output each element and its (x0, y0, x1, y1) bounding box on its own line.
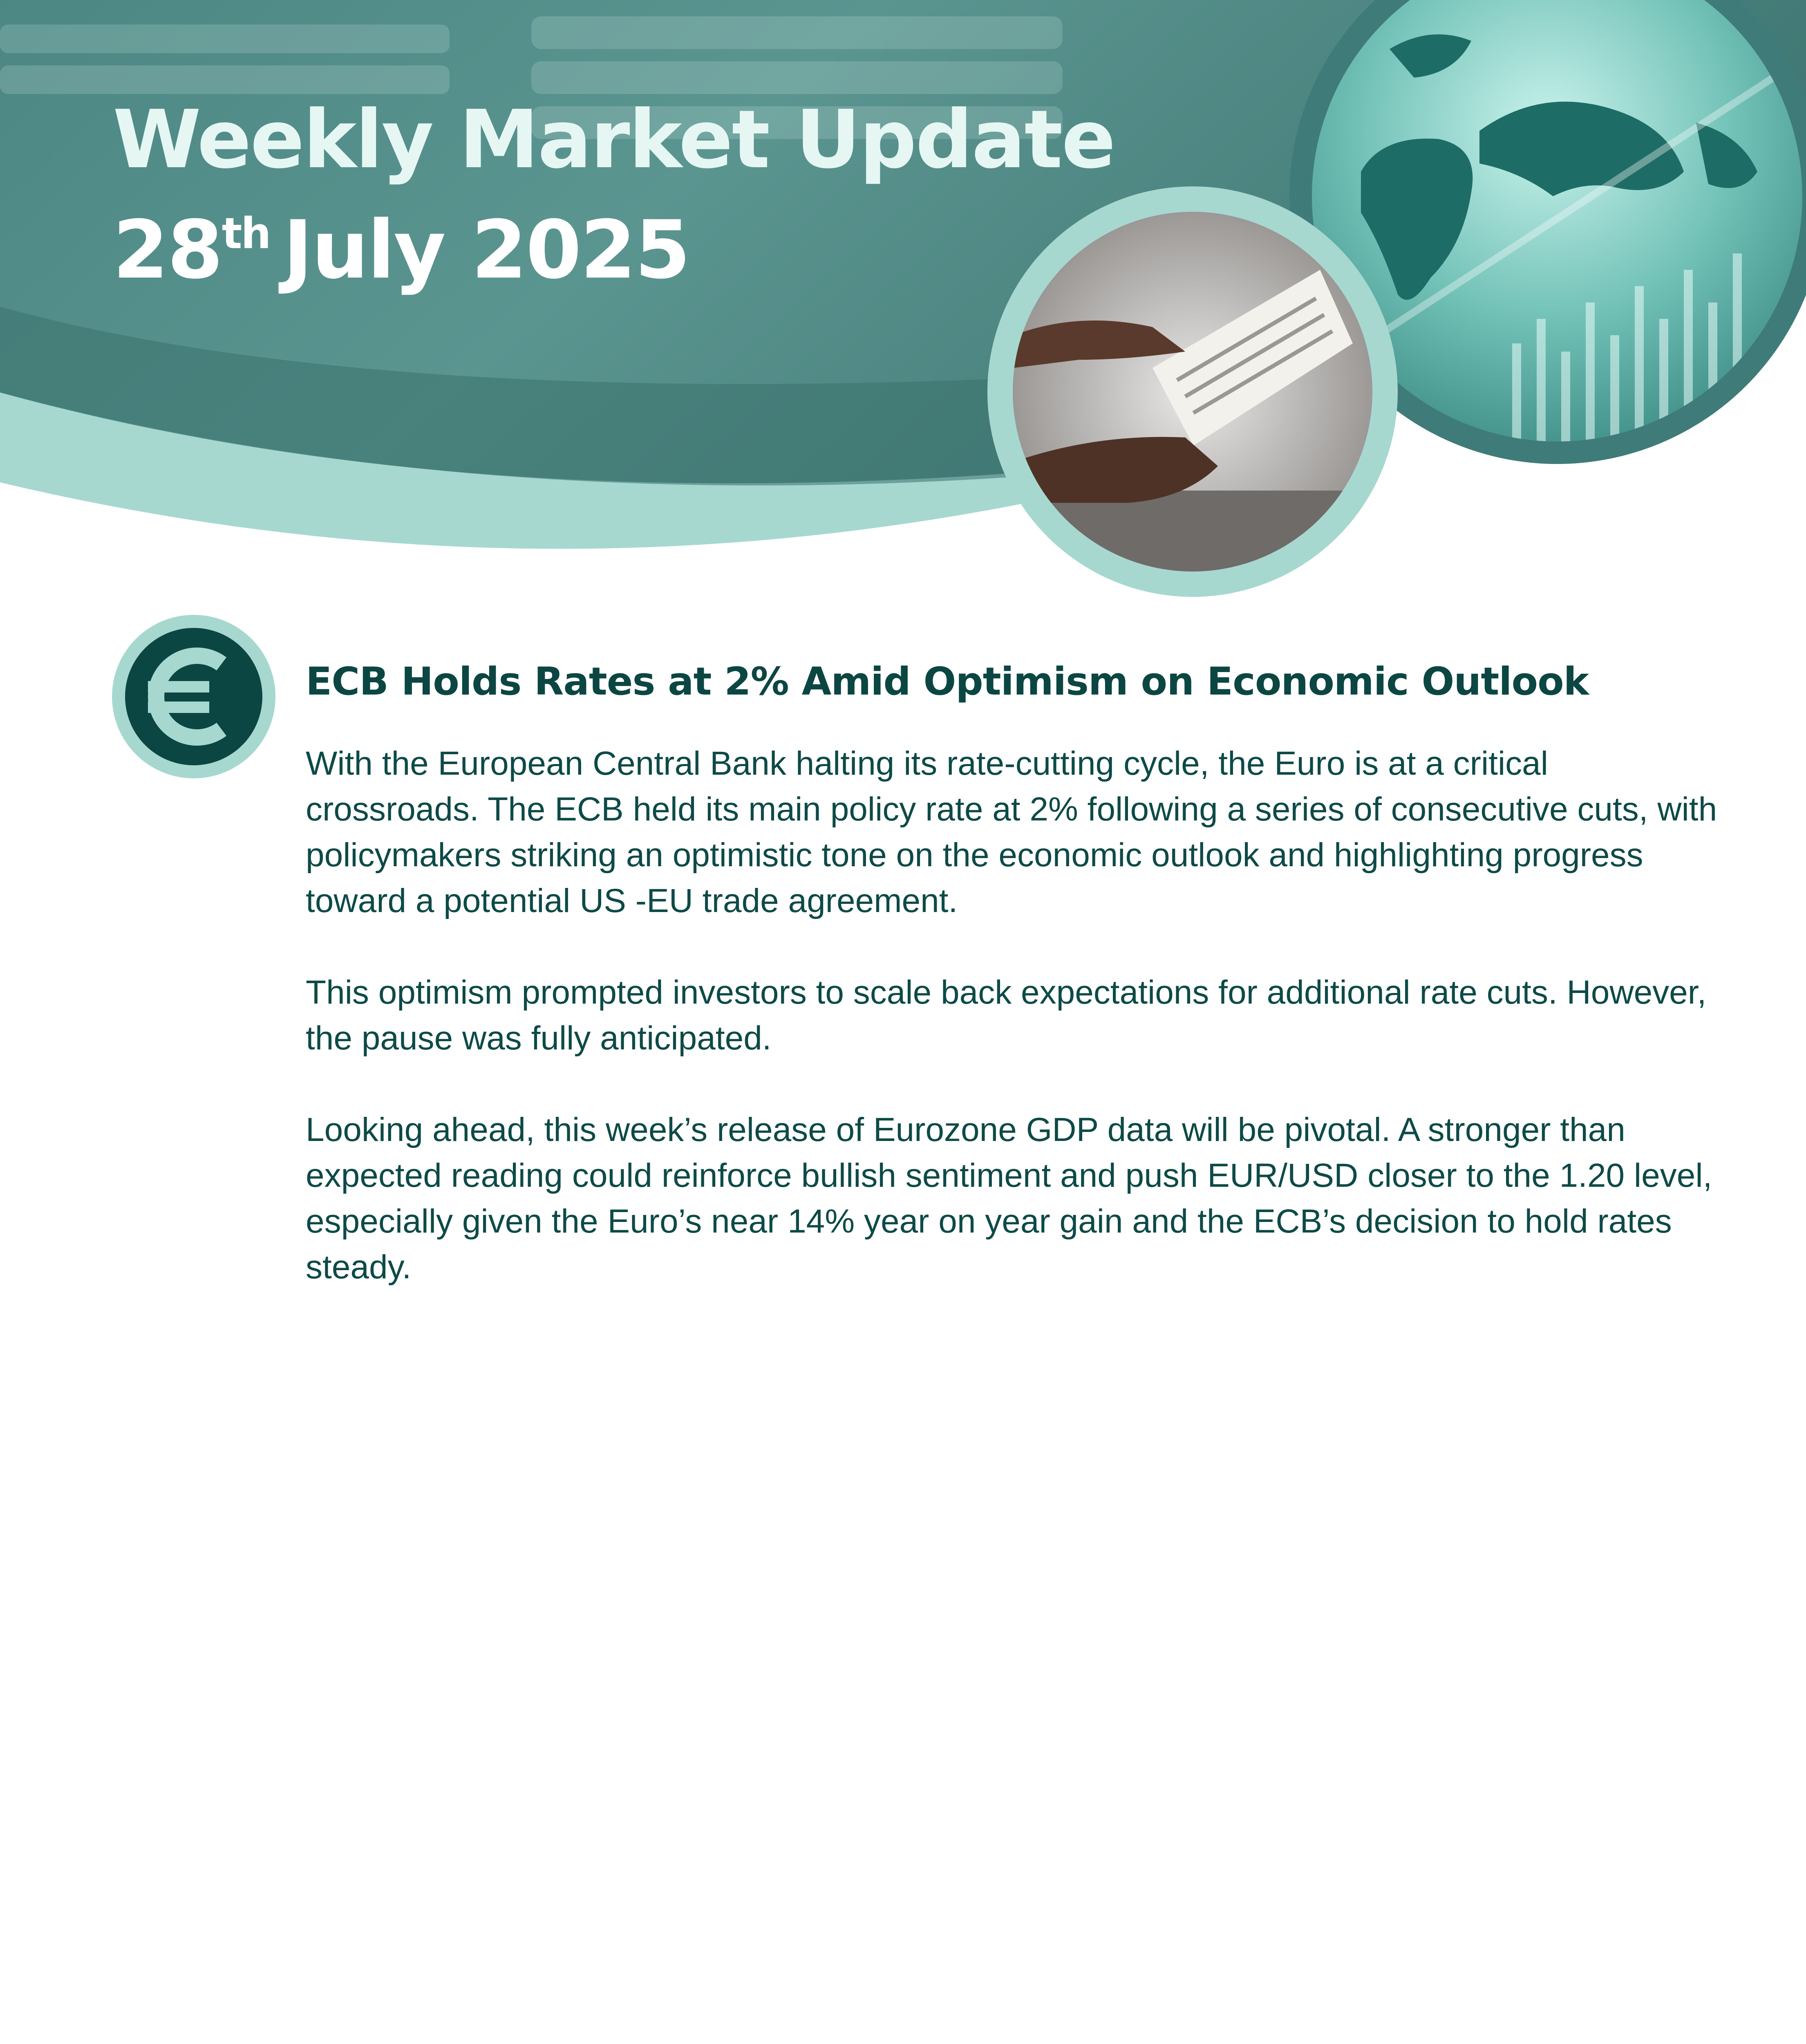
article-paragraph: Looking ahead, this week’s release of Eurozone GDP data will be pivotal. A stronger than expected reading could reinforce bullish sentiment and push EUR/USD closer to the 1.20 level, especially given the Euro’s near 14% year on year gain and the ECB’s decision to hold rates steady. (306, 1111, 1712, 1286)
report-date (113, 204, 689, 296)
page-title: Weekly Market Update (113, 93, 1115, 186)
article-paragraph: This optimism prompted investors to scale back expectations for additional rate cuts. However, the pause was fully anticipated. (306, 974, 1707, 1057)
article-headline: ECB Holds Rates at 2% Amid Optimism on Economic Outlook (306, 659, 1589, 704)
date-suffix: th (222, 208, 270, 258)
header-banner (0, 0, 1806, 605)
header-graphic (0, 0, 1806, 605)
date-month-year: July 2025 (283, 204, 689, 297)
article-paragraph: With the European Central Bank halting its rate-cutting cycle, the Euro is at a critical crossroads. The ECB held its main policy rate at 2% following a series of consecutive cuts, with policymakers striking an optimistic tone on the economic outlook and highlighting progress toward a potential US -EU trade agreement. (306, 745, 1717, 919)
article-body (306, 741, 1728, 1336)
euro-icon (112, 615, 275, 778)
date-day: 28 (113, 204, 222, 297)
